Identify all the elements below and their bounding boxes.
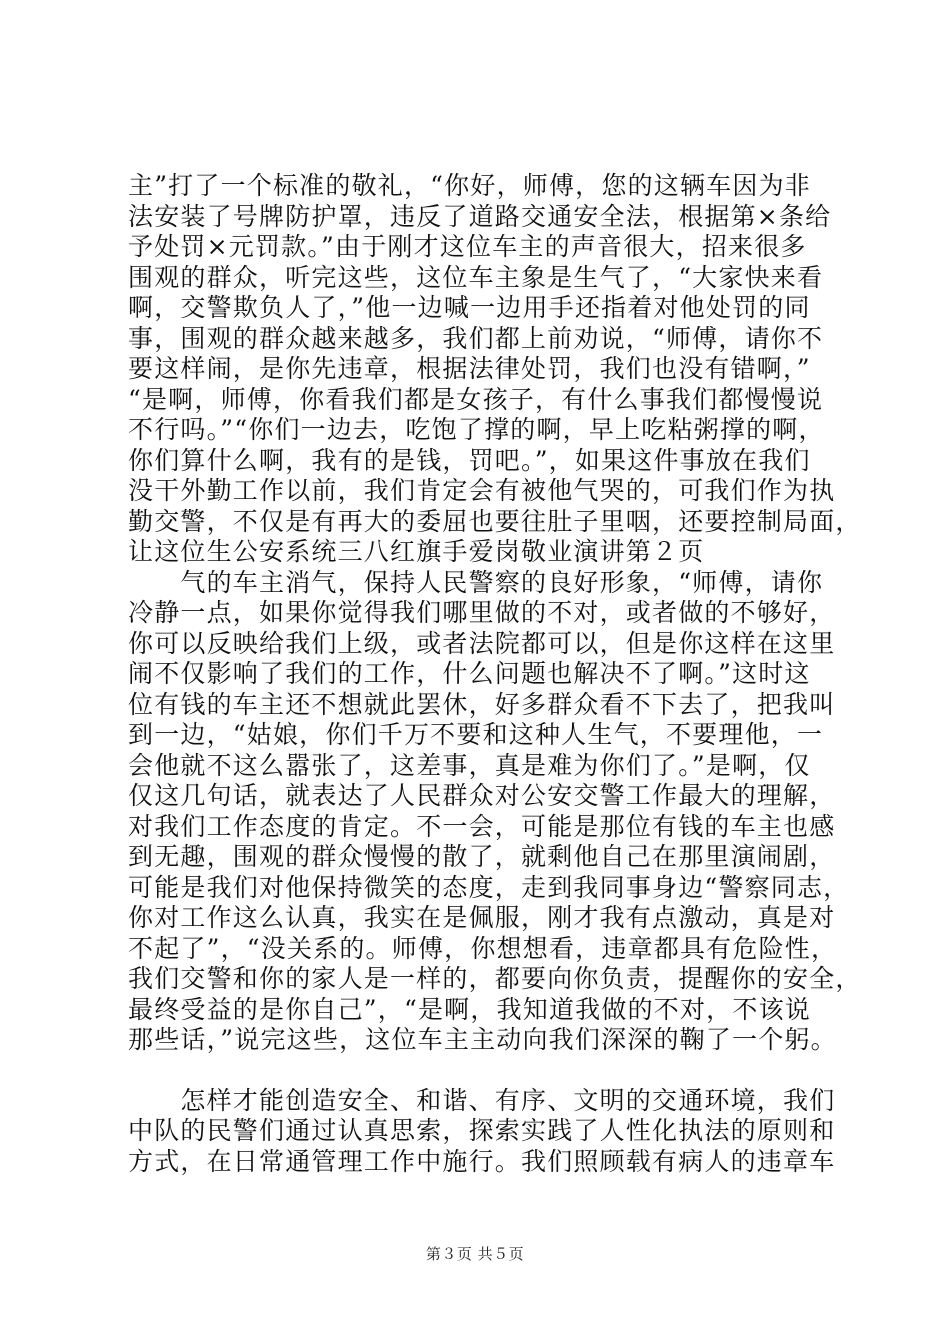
text-line: 我们交警和你的家人是一样的，都要向你负责，提醒你的安全， [128, 964, 862, 993]
text-line: 方式，在日常通管理工作中施行。我们照顾载有病人的违章车 [128, 1146, 836, 1176]
text-line: 你对工作这么认真，我实在是佩服，刚才我有点激动，真是对 [128, 903, 836, 932]
text-line: 闹不仅影响了我们的工作，什么问题也解决不了啊。”这时这 [128, 659, 811, 688]
text-line: 到无趣，围观的群众慢慢的散了，就剩他自己在那里演闹剧， [128, 842, 836, 871]
text-line: 勤交警，不仅是有再大的委屈也要往肚子里咽，还要控制局面， [128, 506, 862, 536]
text-line: 中队的民警们通过认真思索，探索实践了人性化执法的原则和 [128, 1116, 836, 1145]
text-line: 围观的群众，听完这些，这位车主象是生气了，“大家快来看 [128, 262, 824, 292]
text-line: 气的车主消气，保持人民警察的良好形象，“师傅，请你 [128, 567, 824, 597]
text-line: 对我们工作态度的肯定。不一会，可能是那位有钱的车主也感 [128, 811, 836, 841]
page-number-footer: 第３页 共５页 [425, 1245, 525, 1263]
text-line: 法安装了号牌防护罩，违反了道路交通安全法，根据第×条给 [128, 201, 832, 231]
text-line: 会他就不这么嚣张了，这差事，真是难为你们了。”是啊，仅 [128, 750, 811, 780]
text-line: 冷静一点，如果你觉得我们哪里做的不对，或者做的不够好， [128, 598, 836, 627]
text-line: 那些话，”说完这些，这位车主主动向我们深深的鞠了一个躬。 [128, 1025, 837, 1054]
document-body [128, 171, 862, 1177]
text-line: 要这样闹，是你先违章，根据法律处罚，我们也没有错啊，” [128, 354, 811, 383]
text-line: 事，围观的群众越来越多，我们都上前劝说，“师傅，请你不 [128, 323, 824, 353]
text-line: 你可以反映给我们上级，或者法院都可以，但是你这样在这里 [128, 628, 836, 658]
text-line: 你们算什么啊，我有的是钱，罚吧。”，如果这件事放在我们 [128, 445, 811, 475]
text-line: 不起了”，“没关系的。师傅，你想想看，违章都具有危险性， [128, 933, 838, 963]
text-line: 到一边，“姑娘，你们千万不要和这种人生气，不要理他，一 [128, 720, 824, 749]
text-line: 怎样才能创造安全、和谐、有序、文明的交通环境，我们 [128, 1085, 836, 1115]
text-line: 让这位生公安系统三八红旗手爱岗敬业演讲第２页 [128, 537, 705, 566]
text-line: 仅这几句话，就表达了人民群众对公安交警工作最大的理解， [128, 781, 836, 810]
text-line: 主”打了一个标准的敬礼，“你好，师傅，您的这辆车因为非 [128, 171, 811, 200]
text-line: 最终受益的是你自己”，“是啊，我知道我做的不对，不该说 [128, 994, 811, 1024]
text-line: 不行吗。”“你们一边去，吃饱了撑的啊，早上吃粘粥撑的啊， [128, 415, 825, 444]
text-line: 啊，交警欺负人了，”他一边喊一边用手还指着对他处罚的同 [128, 293, 811, 322]
text-line: 予处罚×元罚款。”由于刚才这位车主的声音很大，招来很多 [128, 232, 807, 261]
text-line: 位有钱的车主还不想就此罢休，好多群众看不下去了，把我叫 [128, 689, 836, 719]
paragraph-gap [128, 1056, 840, 1086]
text-line: 可能是我们对他保持微笑的态度，走到我同事身边“警察同志， [128, 872, 850, 902]
text-line: 没干外勤工作以前，我们肯定会有被他气哭的，可我们作为执 [128, 476, 836, 505]
text-line: “是啊，师傅，你看我们都是女孩子，有什么事我们都慢慢说 [128, 384, 824, 414]
